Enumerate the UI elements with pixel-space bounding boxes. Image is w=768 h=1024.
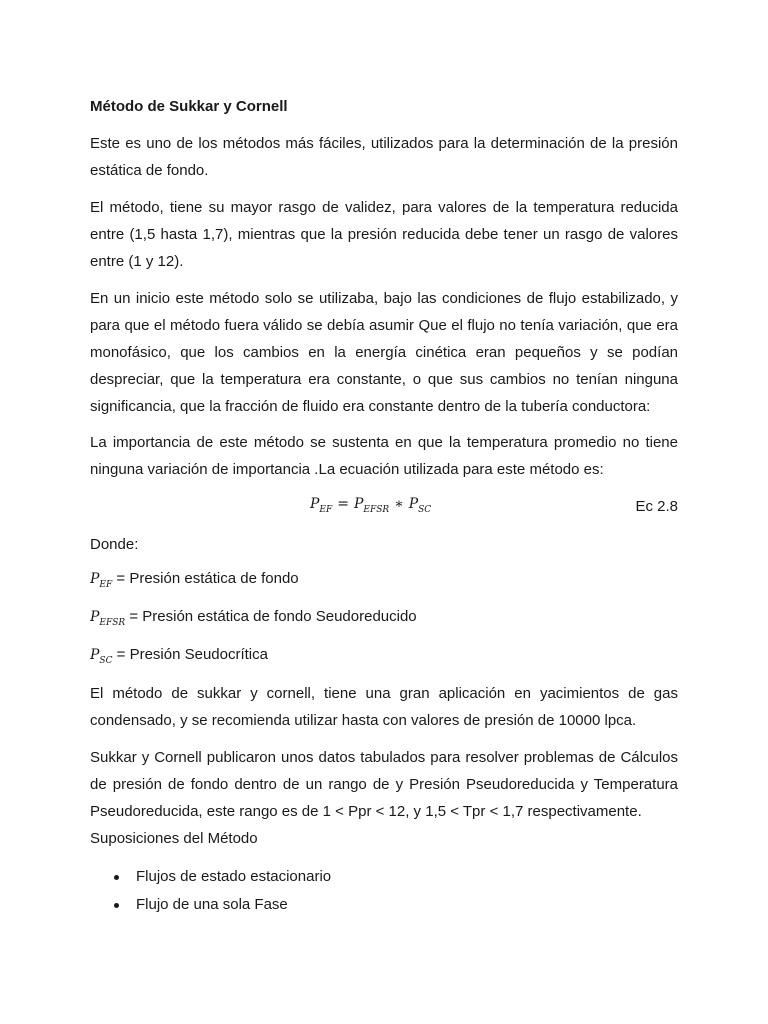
bullet-icon bbox=[114, 903, 119, 908]
def-text: = Presión estática de fondo bbox=[112, 570, 299, 587]
def-text: = Presión estática de fondo Seudoreducido bbox=[125, 608, 417, 625]
donde-label: Donde: bbox=[90, 536, 139, 553]
eq-multiply: ∗ bbox=[394, 496, 404, 512]
eq-lhs: P bbox=[310, 496, 320, 512]
def-text: = Presión Seudocrítica bbox=[112, 646, 268, 663]
eq-rhs1: P bbox=[353, 496, 364, 512]
eq-lhs-sub: EF bbox=[319, 504, 333, 515]
equation-row bbox=[90, 496, 678, 520]
assumptions-list bbox=[90, 864, 331, 920]
eq-rhs1-sub: EFSR bbox=[363, 504, 390, 515]
section-heading: Método de Sukkar y Cornell bbox=[90, 98, 288, 115]
equation-number: Ec 2.8 bbox=[635, 498, 678, 515]
suposiciones-title: Suposiciones del Método bbox=[90, 830, 258, 847]
def-symbol bbox=[90, 609, 126, 628]
def-symbol bbox=[90, 647, 113, 666]
definition-pef bbox=[90, 570, 299, 590]
definition-psc bbox=[90, 646, 268, 666]
equation bbox=[310, 496, 431, 515]
list-item-text: Flujo de una sola Fase bbox=[136, 896, 288, 913]
def-symbol bbox=[90, 571, 113, 590]
def-symbol-sub: SC bbox=[99, 655, 113, 666]
paragraph-intro: Este es uno de los métodos más fáciles, utilizados para la determinación de la presión estática de fondo. bbox=[90, 135, 678, 179]
paragraph-conditions: En un inicio este método solo se utilizaba, bajo las condiciones de flujo estabilizado, y para que el método fuera válido se debía asumir Que el flujo no tenía variación, que era monofásico, que los cambios en la energía cinética eran pequeños y se podían despreciar, que la temperatura era constante, o que sus cambios no tenían ninguna significancia, que la fracción de fluido era constante dentro de la tubería conductora: bbox=[90, 290, 678, 415]
paragraph-tabulated: Sukkar y Cornell publicaron unos datos tabulados para resolver problemas de Cálculos de presión de fondo dentro de un rango de y Presión Pseudoreducida y Temperatura Pseudoreducida, este rango es de 1 < Ppr < 12, y 1,5 < Tpr < 1,7 respectivamente. bbox=[90, 749, 678, 820]
list-item bbox=[90, 864, 331, 892]
def-symbol-letter: P bbox=[90, 647, 100, 663]
bullet-icon bbox=[114, 875, 119, 880]
def-symbol-letter: P bbox=[90, 571, 100, 587]
list-item-text: Flujos de estado estacionario bbox=[136, 868, 332, 885]
eq-rhs2-sub: SC bbox=[418, 504, 432, 515]
paragraph-validity: El método, tiene su mayor rasgo de validez, para valores de la temperatura reducida entre (1,5 hasta 1,7), mientras que la presión reducida debe tener un rasgo de valores entre (1 y 12). bbox=[90, 199, 678, 270]
paragraph-importance: La importancia de este método se sustenta en que la temperatura promedio no tiene ninguna variación de importancia .La ecuación utilizada para este método es: bbox=[90, 434, 678, 478]
def-symbol-sub: EFSR bbox=[99, 617, 126, 628]
def-symbol-sub: EF bbox=[99, 579, 113, 590]
definition-pefsr bbox=[90, 608, 417, 628]
eq-rhs2: P bbox=[408, 496, 419, 512]
def-symbol-letter: P bbox=[90, 609, 100, 625]
eq-equals: = bbox=[337, 496, 349, 512]
list-item bbox=[90, 892, 331, 920]
paragraph-application: El método de sukkar y cornell, tiene una gran aplicación en yacimientos de gas condensado, y se recomienda utilizar hasta con valores de presión de 10000 lpca. bbox=[90, 685, 678, 729]
